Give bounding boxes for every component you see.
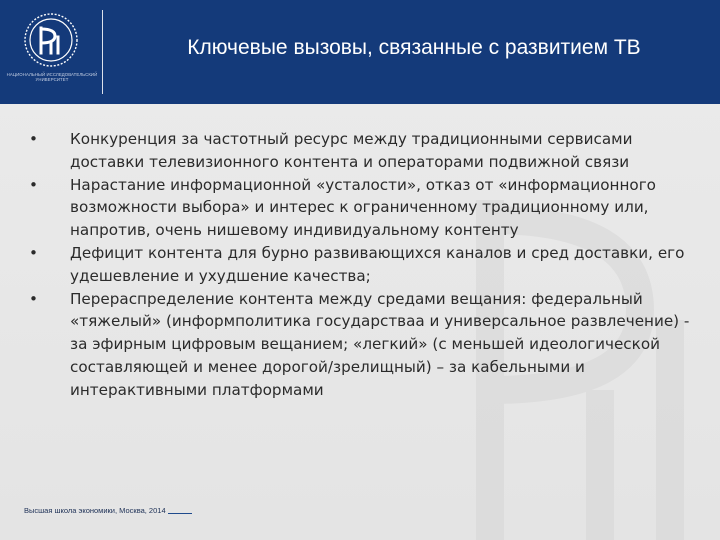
- bullet-item: [26, 174, 696, 242]
- footer-text: Высшая школа экономики, Москва, 2014: [24, 506, 166, 515]
- bullet-text: Конкуренция за частотный ресурс между традиционными сервисами доставки телевизионного контента и операторами подвижной связи: [70, 130, 633, 171]
- logo-area: [0, 0, 104, 104]
- logo-caption: НАЦИОНАЛЬНЫЙ ИССЛЕДОВАТЕЛЬСКИЙ УНИВЕРСИТЕТ: [6, 72, 98, 83]
- bullet-list: [26, 128, 696, 402]
- bullet-item: [26, 128, 696, 174]
- page-title: Ключевые вызовы, связанные с развитием ТВ: [187, 36, 641, 59]
- bullet-dot: •: [29, 130, 38, 148]
- bullet-dot: •: [29, 175, 38, 194]
- bullet-text: Нарастание информационной «усталости», отказ от «информационного возможности выбора» и интерес к ограниченному традиционному или, напротив, очень нишевому индивидуальному контенту: [70, 175, 656, 240]
- bullet-text: Дефицит контента для бурно развивающихся каналов и сред доставки, его удешевление и ухудшение качества;: [70, 243, 685, 285]
- bullet-dot: •: [29, 289, 38, 308]
- bullet-text: Перераспределение контента между средами вещания: федеральный «тяжелый» (информполитика государстваа и универсальное развлечение) - за эфирным цифровым вещанием; «легкий» (с меньшей идеологической составляющей и менее дорогой/зрелищный) – за кабельными и интерактивными платформами: [70, 289, 690, 399]
- hse-crest-icon: [0, 0, 104, 104]
- bullet-item: [26, 242, 696, 288]
- header-bar: [0, 0, 720, 104]
- bullet-dot: •: [29, 243, 38, 262]
- bullet-item: [26, 288, 696, 402]
- header-divider: [102, 10, 103, 94]
- content-area: [26, 128, 696, 402]
